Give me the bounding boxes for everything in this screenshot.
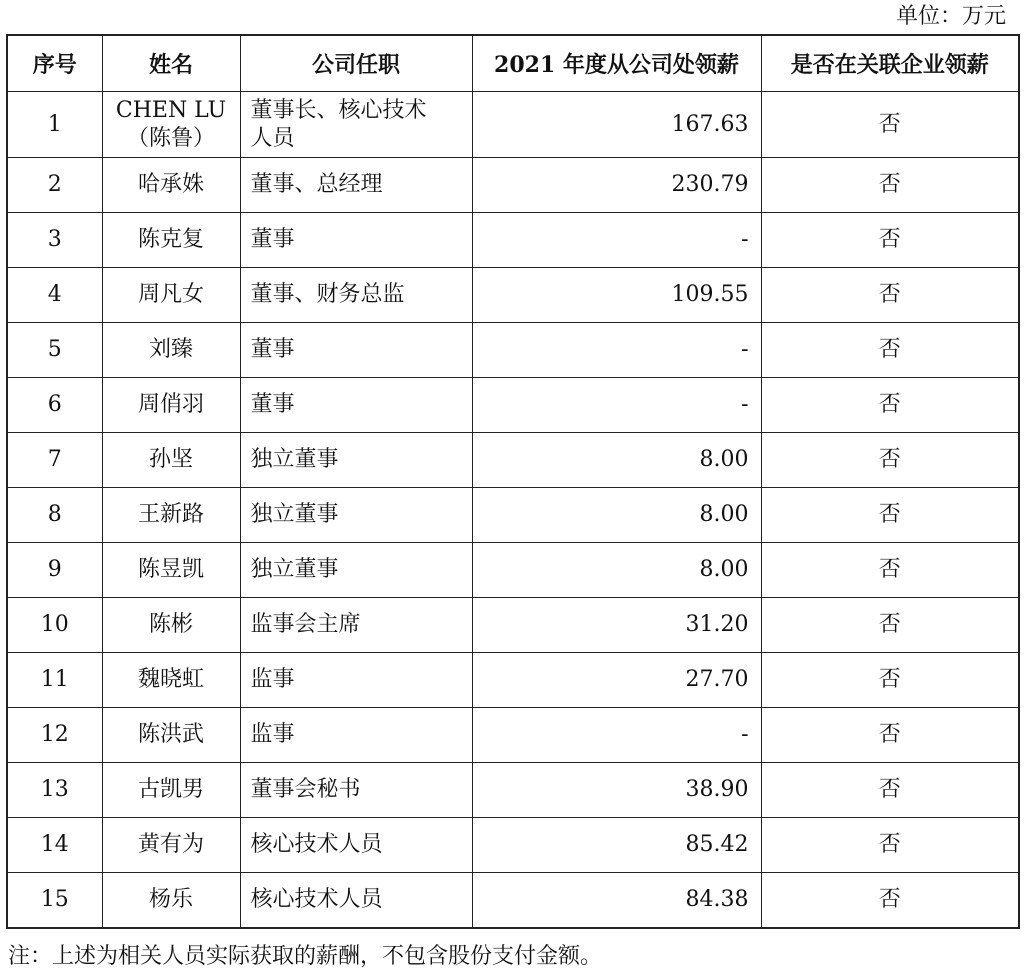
row-salary: 8.00 (472, 543, 761, 598)
table-row (7, 873, 1019, 929)
row-position: 监事 (240, 708, 472, 763)
row-related-salary: 否 (761, 268, 1019, 323)
row-name: 孙坚 (102, 433, 240, 488)
row-index: 15 (7, 873, 102, 929)
row-related-salary: 否 (761, 873, 1019, 929)
row-name (102, 92, 240, 158)
row-salary: 109.55 (472, 268, 761, 323)
table-row (7, 543, 1019, 598)
row-index: 3 (7, 213, 102, 268)
row-related-salary: 否 (761, 323, 1019, 378)
row-related-salary: 否 (761, 158, 1019, 213)
row-salary: 8.00 (472, 488, 761, 543)
row-position: 董事会秘书 (240, 763, 472, 818)
row-index: 13 (7, 763, 102, 818)
row-related-salary: 否 (761, 378, 1019, 433)
row-name: 陈洪武 (102, 708, 240, 763)
row-salary: - (472, 213, 761, 268)
row-salary: - (472, 323, 761, 378)
row-salary: 38.90 (472, 763, 761, 818)
table-row (7, 763, 1019, 818)
row-position: 监事 (240, 653, 472, 708)
row-salary: 8.00 (472, 433, 761, 488)
row-related-salary: 否 (761, 763, 1019, 818)
row-index: 5 (7, 323, 102, 378)
row-index: 4 (7, 268, 102, 323)
row-name: 杨乐 (102, 873, 240, 929)
row-index: 10 (7, 598, 102, 653)
row-index: 8 (7, 488, 102, 543)
row-related-salary: 否 (761, 213, 1019, 268)
compensation-table (6, 34, 1020, 929)
row-name: 陈克复 (102, 213, 240, 268)
table-row (7, 488, 1019, 543)
row-index: 7 (7, 433, 102, 488)
row-salary: - (472, 378, 761, 433)
row-related-salary: 否 (761, 708, 1019, 763)
row-position: 核心技术人员 (240, 873, 472, 929)
row-name: 魏晓虹 (102, 653, 240, 708)
table-row (7, 598, 1019, 653)
row-related-salary: 否 (761, 92, 1019, 158)
row-index: 14 (7, 818, 102, 873)
row-position: 独立董事 (240, 488, 472, 543)
row-name: 黄有为 (102, 818, 240, 873)
table-body (7, 92, 1019, 929)
row-salary: 84.38 (472, 873, 761, 929)
row-name: 周凡女 (102, 268, 240, 323)
table-row (7, 818, 1019, 873)
row-related-salary: 否 (761, 488, 1019, 543)
header-row (7, 35, 1019, 92)
row-related-salary: 否 (761, 543, 1019, 598)
header-position: 公司任职 (240, 35, 472, 92)
row-position (240, 92, 472, 158)
table-row (7, 323, 1019, 378)
table-header (7, 35, 1019, 92)
row-salary: 230.79 (472, 158, 761, 213)
row-index: 9 (7, 543, 102, 598)
table-row (7, 433, 1019, 488)
row-position: 董事 (240, 323, 472, 378)
table-row (7, 158, 1019, 213)
row-position: 核心技术人员 (240, 818, 472, 873)
header-salary: 2021 年度从公司处领薪 (472, 35, 761, 92)
row-index: 1 (7, 92, 102, 158)
row-related-salary: 否 (761, 598, 1019, 653)
row-index: 6 (7, 378, 102, 433)
row-index: 11 (7, 653, 102, 708)
row-name: 刘臻 (102, 323, 240, 378)
row-position: 独立董事 (240, 433, 472, 488)
row-position: 董事、财务总监 (240, 268, 472, 323)
row-name-line1: CHEN LU (115, 97, 227, 123)
table-row (7, 378, 1019, 433)
row-name: 陈昱凯 (102, 543, 240, 598)
row-position-line2: 人员 (250, 125, 295, 151)
row-salary: 167.63 (472, 92, 761, 158)
row-name: 古凯男 (102, 763, 240, 818)
row-position: 董事 (240, 378, 472, 433)
table-row (7, 213, 1019, 268)
row-name: 王新路 (102, 488, 240, 543)
row-position: 董事 (240, 213, 472, 268)
header-index: 序号 (7, 35, 102, 92)
row-position: 董事、总经理 (240, 158, 472, 213)
row-name: 周俏羽 (102, 378, 240, 433)
row-position: 独立董事 (240, 543, 472, 598)
row-related-salary: 否 (761, 818, 1019, 873)
row-name-line2: （陈鲁） (126, 125, 215, 151)
row-position-line1: 董事长、核心技术 (250, 97, 427, 123)
row-related-salary: 否 (761, 653, 1019, 708)
row-position: 监事会主席 (240, 598, 472, 653)
table-row (7, 708, 1019, 763)
row-name: 陈彬 (102, 598, 240, 653)
footnote: 注：上述为相关人员实际获取的薪酬，不包含股份支付金额。 (8, 944, 603, 969)
row-salary: 31.20 (472, 598, 761, 653)
header-name: 姓名 (102, 35, 240, 92)
table-row (7, 92, 1019, 158)
row-salary: 27.70 (472, 653, 761, 708)
table-row (7, 653, 1019, 708)
row-related-salary: 否 (761, 433, 1019, 488)
header-related-salary: 是否在关联企业领薪 (761, 35, 1019, 92)
row-salary: - (472, 708, 761, 763)
row-name: 哈承姝 (102, 158, 240, 213)
table-row (7, 268, 1019, 323)
unit-label: 单位：万元 (895, 4, 1006, 29)
row-salary: 85.42 (472, 818, 761, 873)
row-index: 12 (7, 708, 102, 763)
row-index: 2 (7, 158, 102, 213)
